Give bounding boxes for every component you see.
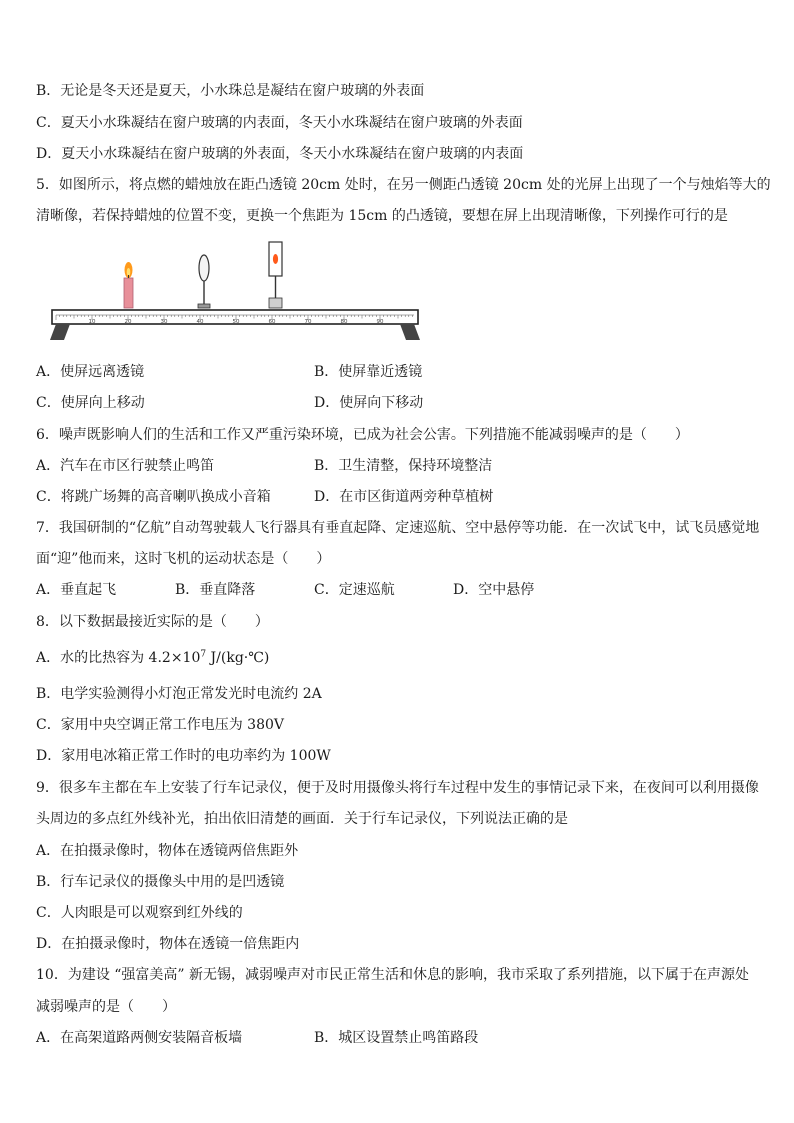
- light-screen-icon: [269, 242, 282, 308]
- q6-stem: 6．噪声既影响人们的生活和工作又严重污染环境，已成为社会公害。下列措施不能减弱噪声的是（ ）: [36, 427, 689, 443]
- ruler-label: 80: [340, 319, 348, 325]
- optical-bench-rail: [50, 310, 420, 340]
- ruler-label: 60: [268, 319, 276, 325]
- q8a-exponent: 7: [200, 649, 207, 660]
- q7-stem-line1: 7．我国研制的“亿航”自动驾驶载人飞行器具有垂直起降、定速巡航、空中悬停等功能．在一次试飞中，试飞员感觉地: [36, 520, 760, 536]
- bench-leg-left: [50, 324, 70, 340]
- q7-option-b[interactable]: B．垂直降落: [175, 582, 256, 598]
- ruler-label: 10: [88, 319, 96, 325]
- convex-lens-icon: [198, 255, 210, 308]
- q6-option-b[interactable]: B．卫生清整，保持环境整洁: [314, 458, 493, 474]
- q10-option-b[interactable]: B．城区设置禁止鸣笛路段: [314, 1030, 479, 1046]
- q8a-text: A．水的比热容为 4.2×10: [36, 650, 201, 666]
- q8a-unit: J/(kg·℃): [206, 650, 270, 666]
- q9-option-b[interactable]: B．行车记录仪的摄像头中用的是凹透镜: [36, 874, 285, 890]
- q10-stem-line2: 减弱噪声的是（ ）: [36, 999, 176, 1015]
- candle-icon: [124, 262, 133, 308]
- q8-option-d[interactable]: D．家用电冰箱正常工作时的电功率约为 100W: [36, 748, 331, 764]
- q8-option-b[interactable]: B．电学实验测得小灯泡正常发光时电流约 2A: [36, 686, 322, 702]
- q9-option-c[interactable]: C．人肉眼是可以观察到红外线的: [36, 905, 243, 921]
- q5-option-d[interactable]: D．使屏向下移动: [314, 395, 424, 411]
- q4-option-b: B．无论是冬天还是夏天，小水珠总是凝结在窗户玻璃的外表面: [36, 83, 425, 99]
- q9-stem-line2: 头周边的多点红外线补光，拍出依旧清楚的画面．关于行车记录仪，下列说法正确的是: [36, 811, 568, 827]
- q7-option-c[interactable]: C．定速巡航: [314, 582, 395, 598]
- bench-leg-right: [400, 324, 420, 340]
- candle-body: [124, 278, 133, 308]
- optical-bench-figure: [48, 236, 448, 356]
- q4-option-c: C．夏天小水珠凝结在窗户玻璃的内表面，冬天小水珠凝结在窗户玻璃的外表面: [36, 115, 523, 131]
- ruler-label: 70: [304, 319, 312, 325]
- q9-option-d[interactable]: D．在拍摄录像时，物体在透镜一倍焦距内: [36, 936, 300, 952]
- q8-option-a[interactable]: [36, 648, 269, 668]
- ruler-label: 90: [376, 319, 384, 325]
- optical-bench-svg: [48, 236, 448, 356]
- q7-option-d[interactable]: D．空中悬停: [453, 582, 535, 598]
- q9-stem-line1: 9．很多车主都在车上安装了行车记录仪，便于及时用摄像头将行车过程中发生的事情记录下来，在夜间可以利用摄像: [36, 780, 759, 796]
- ruler-label: 20: [124, 319, 132, 325]
- q5-stem-line2: 清晰像，若保持蜡烛的位置不变，更换一个焦距为 15cm 的凸透镜，要想在屏上出现清晰像，下列操作可行的是: [36, 208, 728, 224]
- q10-stem-line1: 10．为建设 “强富美高” 新无锡，减弱噪声对市民正常生活和休息的影响，我市采取了系列措施，以下属于在声源处: [36, 967, 750, 983]
- q7-option-a[interactable]: A．垂直起飞: [36, 582, 117, 598]
- q8-stem: 8．以下数据最接近实际的是（ ）: [36, 614, 269, 630]
- q6-option-a[interactable]: A．汽车在市区行驶禁止鸣笛: [36, 458, 215, 474]
- q9-option-a[interactable]: A．在拍摄录像时，物体在透镜两倍焦距外: [36, 843, 299, 859]
- q8-option-c[interactable]: C．家用中央空调正常工作电压为 380V: [36, 717, 284, 733]
- ruler-label: 30: [160, 319, 168, 325]
- ruler-label: 40: [196, 319, 204, 325]
- q5-option-b[interactable]: B．使屏靠近透镜: [314, 364, 423, 380]
- q10-option-a[interactable]: A．在高架道路两侧安装隔音板墙: [36, 1030, 243, 1046]
- q5-stem-line1: 5．如图所示，将点燃的蜡烛放在距凸透镜 20cm 处时，在另一侧距凸透镜 20cm 处的光屏上出现了一个与烛焰等大的: [36, 177, 771, 193]
- q5-option-c[interactable]: C．使屏向上移动: [36, 395, 145, 411]
- q5-option-a[interactable]: A．使屏远离透镜: [36, 364, 145, 380]
- ruler-label: 50: [232, 319, 240, 325]
- q6-option-c[interactable]: C．将跳广场舞的高音喇叭换成小音箱: [36, 489, 271, 505]
- q6-option-d[interactable]: D．在市区街道两旁种草植树: [314, 489, 494, 505]
- q4-option-d: D．夏天小水珠凝结在窗户玻璃的外表面，冬天小水珠凝结在窗户玻璃的内表面: [36, 146, 524, 162]
- q7-stem-line2: 面“迎”他而来，这时飞机的运动状态是（ ）: [36, 551, 331, 567]
